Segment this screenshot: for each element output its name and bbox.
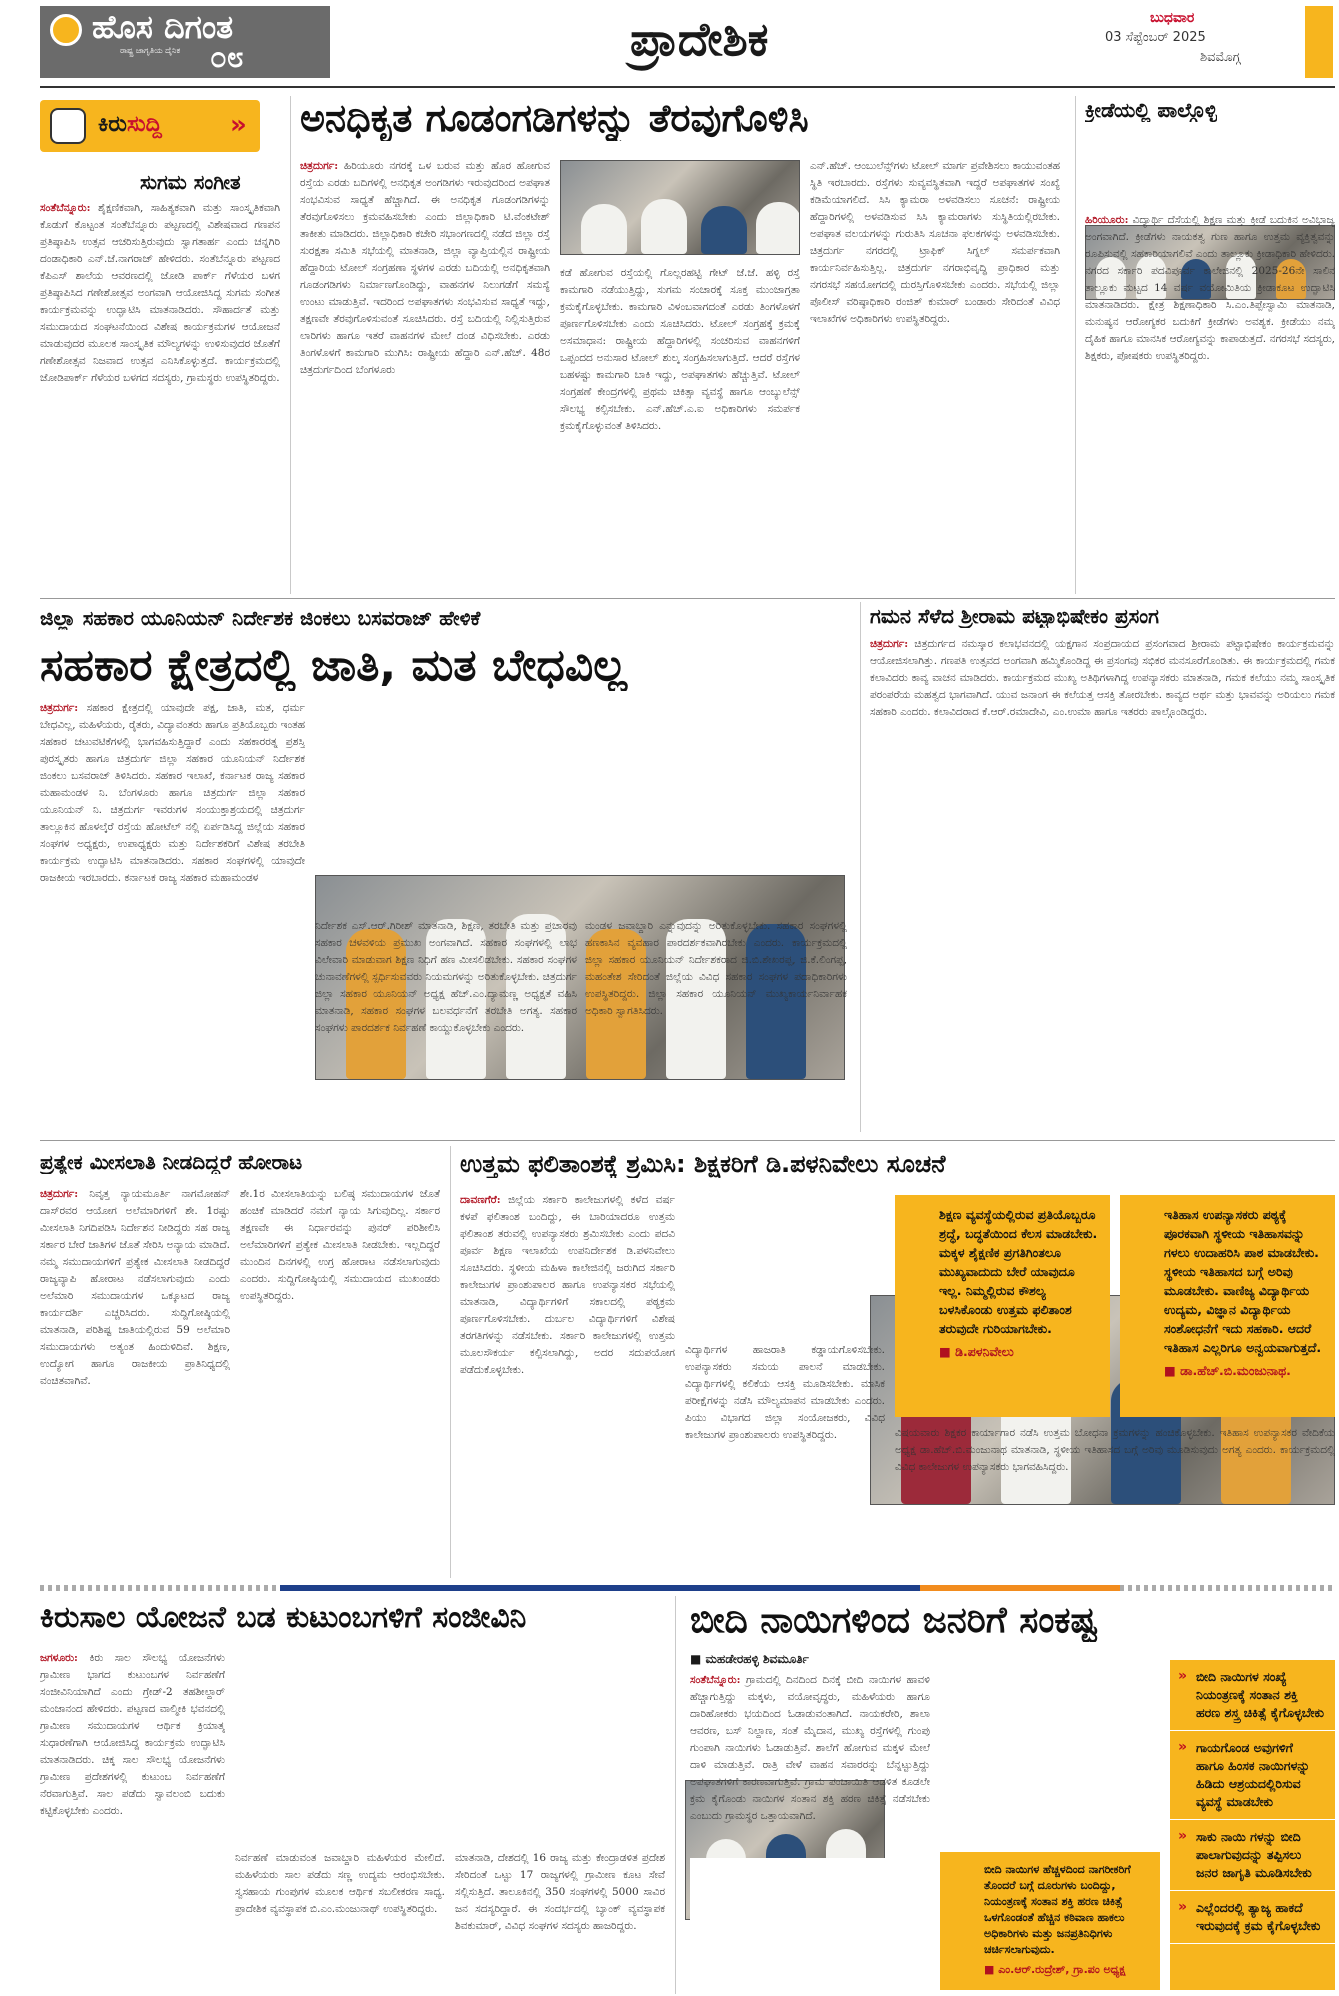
kirusuddi-text: ಶೈಕ್ಷಣಿಕವಾಗಿ, ಸಾಹಿತ್ಯಕವಾಗಿ ಮತ್ತು ಸಾಂಸ್ಕೃತಿಕವಾಗಿ ಕೊಡುಗೆ ಕೊಟ್ಟಂತ ಸಂತೆಬೆನ್ನೂರು ಪಟ್ಟಣದಲ್ಲಿ ವಿಶೇಷವಾದ ಗಣಪನ ಪ್ರತಿಷ್ಠಾಪಿಸಿ ಉತ್ಸವ ಆಚರಿಸುತ್ತಿರುವುದು ಸ್ವಾಗತಾರ್ಹ ಎಂದು ಚನ್ನಗಿರಿ ದಂಡಾಧಿಕಾರಿ ಎನ್.ಜೆ.ನಾಗರಾಜ್ ಹೇಳಿದರು. ಸಂತೆಬೆನ್ನೂರು ಪಟ್ಟಣದ ಕೆಪಿಎಸ್ ಶಾಲೆಯ ಆವರಣದಲ್ಲಿ ಜೋಡಿ ಪಾರ್ಕ್ ಗೆಳೆಯರ ಬಳಗ ಪ್ರತಿಷ್ಠಾಪಿಸಿದ ಗಣೇಶೋತ್ಸವ ಅಂಗವಾಗಿ ಆಯೋಜಿಸಿದ್ದ ಸುಗಮ ಸಂಗೀತ ಕಾರ್ಯಕ್ರಮವನ್ನು ಉದ್ಘಾಟಿಸಿ ಮಾತನಾಡಿದರು. ಸೌಹಾರ್ದತೆ ಮತ್ತು ಸಮುದಾಯದ ಸಂಘಟನೆಯಿಂದ ವಿಶೇಷ ಕಾರ್ಯಕ್ರಮಗಳ ಆಯೋಜನೆ ಮಾಡುವುದರ ಮೂಲಕ ಸಾಂಸ್ಕೃತಿಕ ಮೌಲ್ಯಗಳನ್ನು ಉಳಿಸುವುದರ ಜೊತೆಗೆ ಗಣೇಶೋತ್ಸವ ನಿಜವಾದ ಉತ್ಸವ ಎನಿಸಿಕೊಳ್ಳುತ್ತದೆ. ಕಾರ್ಯಕ್ರಮದಲ್ಲಿ ಜೋಡಿಪಾರ್ಕ್ ಗೆಳೆಯರ ಬಳಗದ ಸದಸ್ಯರು, ಗ್ರಾಮಸ್ಥರು ಉಪಸ್ಥಿತರಿದ್ದರು. [40, 202, 280, 384]
coop-headline: ಸಹಕಾರ ಕ್ಷೇತ್ರದಲ್ಲಿ ಜಾತಿ, ಮತ ಬೇಧವಿಲ್ಲ [40, 640, 627, 691]
reservation-col1-text: ನಿವೃತ್ತ ನ್ಯಾಯಮೂರ್ತಿ ನಾಗಮೋಹನ್ ದಾಸ್‌ರವರ ಆಯೋಗ ಅಲೆಮಾರಿಗಳಿಗೆ ಶೇ. 1ರಷ್ಟು ಮೀಸಲಾತಿ ನಿಗದಿಪಡಿಸಿ ನಿರ್ದೇಶನ ನೀಡಿದ್ದರು ಸಹ ರಾಜ್ಯ ಸರ್ಕಾರ ಬೇರೆ ಜಾತಿಗಳ ಜೊತೆ ಸೇರಿಸಿ ಅನ್ಯಾಯ ಮಾಡಿದೆ. ನಮ್ಮ ಸಮುದಾಯಗಳಿಗೆ ಪ್ರತ್ಯೇಕ ಮೀಸಲಾತಿ ನೀಡದಿದ್ದರೆ ರಾಜ್ಯವ್ಯಾಪಿ ಹೋರಾಟ ನಡೆಸಲಾಗುವುದು ಎಂದು ಅಲೆಮಾರಿ ಸಮುದಾಯಗಳ ಒಕ್ಕೂಟದ ರಾಜ್ಯ ಕಾರ್ಯದರ್ಶಿ ಎಚ್ಚರಿಸಿದರು. ಸುದ್ದಿಗೋಷ್ಠಿಯಲ್ಲಿ ಮಾತನಾಡಿ, ಪರಿಶಿಷ್ಟ ಜಾತಿಯಲ್ಲಿರುವ 59 ಅಲೆಮಾರಿ ಸಮುದಾಯಗಳು ಅತ್ಯಂತ ಹಿಂದುಳಿದಿವೆ. ಶಿಕ್ಷಣ, ಉದ್ಯೋಗ ಹಾಗೂ ರಾಜಕೀಯ ಪ್ರಾತಿನಿಧ್ಯದಲ್ಲಿ ವಂಚಿತವಾಗಿವೆ. [40, 1188, 230, 1387]
chevron-right-icon: » [230, 110, 247, 140]
exam-col2: ವಿದ್ಯಾರ್ಥಿಗಳ ಹಾಜರಾತಿ ಕಡ್ಡಾಯಗೊಳಿಸಬೇಕು. ಉಪನ್ಯಾಸಕರು ಸಮಯ ಪಾಲನೆ ಮಾಡಬೇಕು. ವಿದ್ಯಾರ್ಥಿಗಳಲ್ಲಿ ಕಲಿಕೆಯ ಆಸಕ್ತಿ ಮೂಡಿಸಬೇಕು. ಮಾಸಿಕ ಪರೀಕ್ಷೆಗಳನ್ನು ನಡೆಸಿ ಮೌಲ್ಯಮಾಪನ ಮಾಡಬೇಕು ಎಂದರು. ಪಿಯು ವಿಭಾಗದ ಜಿಲ್ಲಾ ಸಂಯೋಜಕರು, ವಿವಿಧ ಕಾಲೇಜುಗಳ ಪ್ರಾಂಶುಪಾಲರು ಉಪಸ್ಥಿತರಿದ್ದರು. [685, 1344, 885, 1441]
exam-dateline: ದಾವಣಗೆರೆ: [460, 1194, 501, 1206]
rama-body [870, 636, 1335, 911]
dogs-quote-by: ■ ಎಂ.ಆರ್.ರುದ್ರೇಶ್, ಗ್ರಾ.ಪಂ ಅಧ್ಯಕ್ಷ [984, 1963, 1126, 1976]
coop-dateline: ಚಿತ್ರದುರ್ಗ: [40, 702, 79, 714]
color-band-accent [280, 1585, 920, 1591]
kirusuddi-label-b: ಸುದ್ದಿ [126, 112, 162, 137]
logo-text: ಹೊಸ ದಿಗಂತ [92, 8, 234, 46]
dateline-date: 03 ಸೆಪ್ಟೆಂಬರ್ 2025 [1105, 30, 1206, 45]
dogs-body-cont [690, 1858, 930, 1990]
coop-col1 [40, 700, 305, 1132]
masthead [0, 0, 1339, 86]
kirusuddi-dateline: ಸಂತೆಬೆನ್ನೂರು: [40, 202, 91, 214]
logo-block [40, 6, 330, 78]
color-band-accent [920, 1585, 1120, 1591]
coop-kicker: ಜಿಲ್ಲಾ ಸಹಕಾರ ಯೂನಿಯನ್ ನಿರ್ದೇಶಕ ಜಿಂಕಲು ಬಸವರಾಜ್ ಹೇಳಿಕೆ [40, 606, 481, 630]
pointing-hand-icon [50, 108, 86, 144]
section-divider [40, 598, 1335, 599]
kirusuddi-badge [40, 100, 260, 152]
kirusala-col2: ನಿರ್ವಹಣೆ ಮಾಡುವಂತ ಜವಾಬ್ದಾರಿ ಮಹಿಳೆಯರ ಮೇಲಿದೆ. ಮಹಿಳೆಯರು ಸಾಲ ಪಡೆದು ಸಣ್ಣ ಉದ್ಯಮ ಆರಂಭಿಸಬೇಕು. ಸ್ವಸಹಾಯ ಗುಂಪುಗಳ ಮೂಲಕ ಆರ್ಥಿಕ ಸಬಲೀಕರಣ ಸಾಧ್ಯ. ಪ್ರಾದೇಶಿಕ ವ್ಯವಸ್ಥಾಪಕ ಬಿ.ಎಂ.ಮಂಜುನಾಥ್ ಉಪಸ್ಥಿತರಿದ್ದರು. [235, 1852, 445, 1915]
sports-headline: ಕ್ರೀಡೆಯಲ್ಲಿ ಪಾಲ್ಗೊಳ್ಳಿ [1085, 98, 1218, 122]
section-divider [40, 1140, 1335, 1141]
col-divider [860, 602, 861, 1132]
bullet-item: » ಸಾಕು ನಾಯಿ ಗಳನ್ನು ಬೀದಿ ಪಾಲಾಗುವುದನ್ನು ತಪ್ಪಿಸಲು ಜನರ ಜಾಗೃತಿ ಮೂಡಿಸಬೇಕು [1170, 1820, 1335, 1891]
dogs-quote-text: ಬೀದಿ ನಾಯಿಗಳ ಹೆಚ್ಚಳದಿಂದ ನಾಗರೀಕರಿಗೆ ತೊಂದರೆ ಬಗ್ಗೆ ದೂರುಗಳು ಬಂದಿದ್ದು, ನಿಯಂತ್ರಣಕ್ಕೆ ಸಂತಾನ ಶಕ್ತಿ ಹರಣ ಚಿಕಿತ್ಸೆ ಒಳಗೊಂಡಂತೆ ಹೆಚ್ಚಿನ ಕಠಿವಾಣ ಹಾಕಲು ಅಧಿಕಾರಿಗಳು ಮತ್ತು ಜನಪ್ರತಿನಿಧಿಗಳು ಚರ್ಚಿಸಲಾಗುವುದು. [984, 1863, 1131, 1956]
kirusuddi-body [40, 200, 280, 590]
dateline-city: ಶಿವಮೊಗ್ಗ [1200, 50, 1241, 65]
page-number: ೦೮ [210, 40, 244, 75]
logo-emblem-icon [50, 14, 82, 46]
reservation-col1 [40, 1186, 230, 1576]
reservation-col2: ಶೇ.1ರ ಮೀಸಲಾತಿಯನ್ನು ಬಲಿಷ್ಠ ಸಮುದಾಯಗಳ ಜೊತೆ ಹಂಚಿಕೆ ಮಾಡಿದರೆ ನಮಗೆ ನ್ಯಾಯ ಸಿಗುವುದಿಲ್ಲ. ಸರ್ಕಾರ ತಕ್ಷಣವೇ ಈ ನಿರ್ಧಾರವನ್ನು ಪುನರ್ ಪರಿಶೀಲಿಸಿ ಅಲೆಮಾರಿಗಳಿಗೆ ಪ್ರತ್ಯೇಕ ಮೀಸಲಾತಿ ನೀಡಬೇಕು. ಇಲ್ಲದಿದ್ದರೆ ಮುಂದಿನ ದಿನಗಳಲ್ಲಿ ಉಗ್ರ ಹೋರಾಟ ನಡೆಸಲಾಗುವುದು ಎಂದರು. ಸುದ್ದಿಗೋಷ್ಠಿಯಲ್ಲಿ ಸಮುದಾಯದ ಮುಖಂಡರು ಉಪಸ್ಥಿತರಿದ್ದರು. [240, 1188, 440, 1302]
exam-col1-text: ಜಿಲ್ಲೆಯ ಸರ್ಕಾರಿ ಕಾಲೇಜುಗಳಲ್ಲಿ ಕಳೆದ ವರ್ಷ ಕಳಪೆ ಫಲಿತಾಂಶ ಬಂದಿದ್ದು, ಈ ಬಾರಿಯಾದರೂ ಉತ್ತಮ ಫಲಿತಾಂಶ ತರುವಲ್ಲಿ ಉಪನ್ಯಾಸಕರು ಶ್ರಮಿಸಬೇಕು ಎಂದು ಪದವಿ ಪೂರ್ವ ಶಿಕ್ಷಣ ಇಲಾಖೆಯ ಉಪನಿರ್ದೇಶಕ ಡಿ.ಪಳನಿವೇಲು ಸೂಚಿಸಿದರು. ಸ್ಥಳೀಯ ಮಹಿಳಾ ಕಾಲೇಜಿನಲ್ಲಿ ಜರುಗಿದ ಸರ್ಕಾರಿ ಕಾಲೇಜುಗಳ ಪ್ರಾಂಶುಪಾಲರ ಹಾಗೂ ಉಪನ್ಯಾಸಕರ ಸಭೆಯಲ್ಲಿ ಮಾತನಾಡಿ, ವಿದ್ಯಾರ್ಥಿಗಳಿಗೆ ಸಕಾಲದಲ್ಲಿ ಪಠ್ಯಕ್ರಮ ಪೂರ್ಣಗೊಳಿಸಬೇಕು. ದುರ್ಬಲ ವಿದ್ಯಾರ್ಥಿಗಳಿಗೆ ವಿಶೇಷ ತರಗತಿಗಳನ್ನು ನಡೆಸಬೇಕು. ಸರ್ಕಾರಿ ಕಾಲೇಜುಗಳಲ್ಲಿ ಉತ್ತಮ ಮೂಲಸೌಕರ್ಯ ಕಲ್ಪಿಸಲಾಗಿದ್ದು, ಅದರ ಸದುಪಯೋಗ ಪಡೆದುಕೊಳ್ಳಬೇಕು. [460, 1194, 675, 1376]
logo-tagline: ರಾಷ್ಟ್ರ ಜಾಗೃತಿಯ ದೈನಿಕ [120, 46, 181, 55]
story1-col1-text: ಹಿರಿಯೂರು ನಗರಕ್ಕೆ ಒಳ ಬರುವ ಮತ್ತು ಹೊರ ಹೋಗುವ ರಸ್ತೆಯ ಎರಡು ಬದಿಗಳಲ್ಲಿ ಅನಧಿಕೃತ ಅಂಗಡಿಗಳು ಇರುವುದರಿಂದ ಅಪಘಾತ ಸಂಭವಿಸುವ ಸಾಧ್ಯತೆ ಹೆಚ್ಚಾಗಿದೆ. ಈ ಅನಧಿಕೃತ ಗೂಡಂಗಡಿಗಳನ್ನು ತೆರವುಗೊಳಿಸಲು ಕ್ರಮವಹಿಸಬೇಕು ಎಂದು ಜಿಲ್ಲಾಧಿಕಾರಿ ಟಿ.ವೆಂಕಟೇಶ್ ತಾಕೀತು ಮಾಡಿದರು. ಜಿಲ್ಲಾಧಿಕಾರಿ ಕಚೇರಿ ಸಭಾಂಗಣದಲ್ಲಿ ನಡೆದ ಜಿಲ್ಲಾ ರಸ್ತೆ ಸುರಕ್ಷತಾ ಸಮಿತಿ ಸಭೆಯಲ್ಲಿ ಮಾತನಾಡಿ, ಜಿಲ್ಲಾ ವ್ಯಾಪ್ತಿಯಲ್ಲಿನ ರಾಷ್ಟ್ರೀಯ ಹೆದ್ದಾರಿಯ ಟೋಲ್ ಸಂಗ್ರಹಣಾ ಸ್ಥಳಗಳ ಎರಡು ಬದಿಯಲ್ಲಿ ಅನಧಿಕೃತವಾಗಿ ಗೂಡಂಗಡಿಗಳು ನಿರ್ಮಾಣಗೊಂಡಿದ್ದು, ವಾಹನಗಳ ನಿಲುಗಡೆಗೆ ಸಮಸ್ಯೆ ಉಂಟು ಮಾಡುತ್ತಿವೆ. ಇದರಿಂದ ಅಪಘಾತಗಳು ಸಂಭವಿಸುವ ಸಾಧ್ಯತೆ ಇದ್ದು, ತಕ್ಷಣವೇ ತೆರವುಗೊಳಿಸುವಂತೆ ಸೂಚಿಸಿದರು. ರಸ್ತೆ ಬದಿಯಲ್ಲಿ ನಿಲ್ಲಿಸುತ್ತಿರುವ ಲಾರಿಗಳು ಹಾಗೂ ಇತರೆ ವಾಹನಗಳ ಮೇಲೆ ದಂಡ ವಿಧಿಸಬೇಕು. ಎರಡು ತಿಂಗಳೊಳಗೆ ಕಾಮಗಾರಿ ಮುಗಿಸಿ: ರಾಷ್ಟ್ರೀಯ ಹೆದ್ದಾರಿ ಎನ್.ಹೆಚ್. 48ರ ಚಿತ್ರದುರ್ಗದಿಂದ ಬೆಂಗಳೂರು [300, 160, 550, 376]
exam-quote2-by: ■ ಡಾ.ಹೆಚ್.ಬಿ.ಮಂಜುನಾಥ. [1164, 1363, 1291, 1378]
rama-headline: ಗಮನ ಸೆಳೆದ ಶ್ರೀರಾಮ ಪಟ್ಟಾಭಿಷೇಕಂ ಪ್ರಸಂಗ [870, 604, 1159, 628]
story1-col1 [300, 158, 550, 593]
exam-quote2-text: ಇತಿಹಾಸ ಉಪನ್ಯಾಸಕರು ಪಠ್ಯಕ್ಕೆ ಪೂರಕವಾಗಿ ಸ್ಥಳೀಯ ಇತಿಹಾಸವನ್ನು ಗಳಲು ಉದಾಹರಿಸಿ ಪಾಠ ಮಾಡಬೇಕು. ಸ್ಥಳೀಯ ಇತಿಹಾಸದ ಬಗ್ಗೆ ಅರಿವು ಮೂಡಬೇಕು. ವಾಣಿಜ್ಯ ವಿದ್ಯಾರ್ಥಿಯ ಉದ್ಯಮ, ವಿಜ್ಞಾನ ವಿದ್ಯಾರ್ಥಿಯ ಸಂಶೋಧನೆಗೆ ಇದು ಸಹಕಾರಿ. ಆದರೆ ಇತಿಹಾಸ ಎಲ್ಲರಿಗೂ ಅನ್ವಯವಾಗುತ್ತದೆ. [1164, 1207, 1322, 1355]
coop-col1-text: ಸಹಕಾರ ಕ್ಷೇತ್ರದಲ್ಲಿ ಯಾವುದೇ ಪಕ್ಷ, ಜಾತಿ, ಮತ, ಧರ್ಮ ಬೇಧವಿಲ್ಲ, ಮಹಿಳೆಯರು, ರೈತರು, ವಿದ್ಯಾವಂತರು ಹಾಗೂ ಪ್ರತಿಯೊಬ್ಬರು ಇಂತಹ ಸಹಕಾರ ಚಟುವಟಿಕೆಗಳಲ್ಲಿ ಭಾಗವಹಿಸುತ್ತಿದ್ದಾರೆ ಎಂದು ಸಹಕಾರರತ್ನ ಪ್ರಶಸ್ತಿ ಪುರಸ್ಕೃತರು ಹಾಗೂ ಚಿತ್ರದುರ್ಗ ಜಿಲ್ಲಾ ಸಹಕಾರ ಯೂನಿಯನ್ ನಿರ್ದೇಶಕ ಜಿಂಕಲು ಬಸವರಾಜ್ ತಿಳಿಸಿದರು. ಸಹಕಾರ ಇಲಾಖೆ, ಕರ್ನಾಟಕ ರಾಜ್ಯ ಸಹಕಾರ ಮಹಾಮಂಡಳ ನಿ. ಬೆಂಗಳೂರು ಹಾಗೂ ಚಿತ್ರದುರ್ಗ ಜಿಲ್ಲಾ ಸಹಕಾರ ಯೂನಿಯನ್ ನಿ. ಚಿತ್ರದುರ್ಗ ಇವರುಗಳ ಸಂಯುಕ್ತಾಶ್ರಯದಲ್ಲಿ ಚಿತ್ರದುರ್ಗ ತಾಲ್ಲೂಕಿನ ಹೊಳಲ್ಕೆರೆ ರಸ್ತೆಯ ಹೋಟೆಲ್ ನಲ್ಲಿ ಏರ್ಪಡಿಸಿದ್ದ ಜಿಲ್ಲೆಯ ಸಹಕಾರ ಸಂಘಗಳ ಅಧ್ಯಕ್ಷರು, ಉಪಾಧ್ಯಕ್ಷರು ಮತ್ತು ನಿರ್ದೇಶಕರಿಗೆ ವಿಶೇಷ ತರಬೇತಿ ಕಾರ್ಯಕ್ರಮ ಉದ್ಘಾಟಿಸಿ ಮಾತನಾಡಿದರು. ಸಹಕಾರ ಸಂಘಗಳಲ್ಲಿ ಯಾವುದೇ ರಾಜಕೀಯ ಇರಬಾರದು. ಕರ್ನಾಟಕ ರಾಜ್ಯ ಸಹಕಾರ ಮಹಾಮಂಡಳ [40, 702, 305, 884]
sports-body [1085, 212, 1335, 592]
dateline-day: ಬುಧವಾರ [1150, 10, 1195, 26]
coop-col2: ನಿರ್ದೇಶಕ ಎಸ್.ಆರ್.ಗಿರೀಶ್ ಮಾತನಾಡಿ, ಶಿಕ್ಷಣ, ತರಬೇತಿ ಮತ್ತು ಪ್ರಚಾರವು ಸಹಕಾರ ಚಳವಳಿಯ ಪ್ರಮುಖ ಅಂಗವಾಗಿದೆ. ಸಹಕಾರ ಸಂಘಗಳಲ್ಲಿ ಲಾಭ ವಿಲೇವಾರಿ ಮಾಡುವಾಗ ಶಿಕ್ಷಣ ನಿಧಿಗೆ ಹಣ ಮೀಸಲಿಡಬೇಕು. ಸಹಕಾರ ಸಂಘಗಳ ಚುನಾವಣೆಗಳಲ್ಲಿ ಸ್ಪರ್ಧಿಸುವವರು ನಿಯಮಗಳನ್ನು ಅರಿತುಕೊಳ್ಳಬೇಕು. ಚಿತ್ರದುರ್ಗ ಜಿಲ್ಲಾ ಸಹಕಾರ ಯೂನಿಯನ್ ಅಧ್ಯಕ್ಷ ಹೆಚ್.ಎಂ.ದ್ಯಾಮಣ್ಣ ಅಧ್ಯಕ್ಷತೆ ವಹಿಸಿ ಮಾತನಾಡಿ, ಸಹಕಾರ ಸಂಘಗಳ ಬಲವರ್ಧನೆಗೆ ತರಬೇತಿ ಅಗತ್ಯ. ಸಹಕಾರ ಸಂಘಗಳು ಪಾರದರ್ಶಕ ನಿರ್ವಹಣೆ ಕಾಯ್ದುಕೊಳ್ಳಬೇಕು ಎಂದರು. [315, 920, 577, 1034]
col-divider [450, 1146, 451, 1578]
dogs-headline: ಬೀದಿ ನಾಯಿಗಳಿಂದ ಜನರಿಗೆ ಸಂಕಷ್ಟ [690, 1600, 1098, 1641]
dogs-byline: ■ ಮಹಡೇರಹಳ್ಳಿ ಶಿವಮೂರ್ತಿ [690, 1652, 809, 1666]
dogs-bullets [1170, 1660, 1335, 1990]
exam-quote2 [1120, 1195, 1335, 1417]
kirusuddi-headline: ಸುಗಮ ಸಂಗೀತ [140, 170, 241, 194]
dogs-dateline: ಸಂತೆಬೆನ್ನೂರು: [690, 1674, 741, 1686]
coop-col3: ಮಂಡಳ ಜವಾಬ್ದಾರಿ ಎನ್ನುವುದನ್ನು ಅರಿತುಕೊಳ್ಳಬೇಕು. ಸಹಕಾರ ಸಂಘಗಳಲ್ಲಿ ಹಣಕಾಸಿನ ವ್ಯವಹಾರ ಪಾರದರ್ಶಕವಾಗಿರಬೇಕು ಎಂದರು. ಕಾರ್ಯಕ್ರಮದಲ್ಲಿ ಜಿಲ್ಲಾ ಸಹಕಾರ ಯೂನಿಯನ್ ನಿರ್ದೇಶಕರಾದ ಜಿ.ಬಿ.ಶೇಖರಪ್ಪ, ಜಿ.ಕೆ.ಲಿಂಗಪ್ಪ, ಮಹಂತೇಶ ಸೇರಿದಂತೆ ಜಿಲ್ಲೆಯ ವಿವಿಧ ಸಹಕಾರ ಸಂಘಗಳ ಪದಾಧಿಕಾರಿಗಳು ಉಪಸ್ಥಿತರಿದ್ದರು. ಜಿಲ್ಲಾ ಸಹಕಾರ ಯೂನಿಯನ್ ಮುಖ್ಯಕಾರ್ಯನಿರ್ವಾಹಕ ಅಧಿಕಾರಿ ಸ್ವಾಗತಿಸಿದರು. [585, 920, 847, 1017]
col-divider [290, 96, 291, 594]
dogs-body [690, 1672, 930, 1850]
rama-text: ಚಿತ್ರದುರ್ಗದ ನಮಸ್ಕಾರ ಕಲಾಭವನದಲ್ಲಿ ಯಕ್ಷಗಾನ ಸಂಪ್ರದಾಯದ ಪ್ರಸಂಗವಾದ ಶ್ರೀರಾಮ ಪಟ್ಟಾಭಿಷೇಕಂ ಕಾರ್ಯಕ್ರಮವನ್ನು ಆಯೋಜಿಸಲಾಗಿತ್ತು. ಗಣಪತಿ ಉತ್ಸವದ ಅಂಗವಾಗಿ ಹಮ್ಮಿಕೊಂಡಿದ್ದ ಈ ಪ್ರಸಂಗವು ಸಭಿಕರ ಮನಸೂರೆಗೊಂಡಿತು. ಈ ಕಾರ್ಯಕ್ರಮದಲ್ಲಿ ಗಮಕ ಕಲಾವಿದರು ಕಾವ್ಯ ವಾಚನ ಮಾಡಿದರು. ಕಾರ್ಯಕ್ರಮದ ಮುಖ್ಯ ಅತಿಥಿಗಳಾಗಿದ್ದ ಉಪನ್ಯಾಸಕರು ಮಾತನಾಡಿ, ಗಮಕ ಕಲೆಯು ನಮ್ಮ ಸಾಂಸ್ಕೃತಿಕ ಪರಂಪರೆಯ ಮಹತ್ವದ ಭಾಗವಾಗಿದೆ. ಯುವ ಜನಾಂಗ ಈ ಕಲೆಯತ್ತ ಆಸಕ್ತಿ ತೋರಬೇಕು. ಕಾವ್ಯದ ಅರ್ಥ ಮತ್ತು ಭಾವವನ್ನು ಅರಿಯಲು ಗಮಕ ಸಹಕಾರಿ ಎಂದರು. ಕಲಾವಿದರಾದ ಕೆ.ಆರ್.ರಮಾದೇವಿ, ಎಂ.ಉಮಾ ಹಾಗೂ ಇತರರು ಪಾಲ್ಗೊಂಡಿದ್ದರು. [870, 638, 1335, 718]
reservation-dateline: ಚಿತ್ರದುರ್ಗ: [40, 1188, 79, 1200]
story1-col2: ಕಡೆ ಹೋಗುವ ರಸ್ತೆಯಲ್ಲಿ ಗೊಲ್ಲರಹಟ್ಟಿ ಗೇಟ್ ಜೆ.ಜೆ. ಹಳ್ಳಿ ರಸ್ತೆ ಕಾಮಗಾರಿ ನಡೆಯುತ್ತಿದ್ದು, ಸುಗಮ ಸಂಚಾರಕ್ಕೆ ಸೂಕ್ತ ಮುಂಜಾಗ್ರತಾ ಕ್ರಮಕೈಗೊಳ್ಳಬೇಕು. ಕಾಮಗಾರಿ ವಿಳಂಬವಾಗದಂತೆ ಎರಡು ತಿಂಗಳೊಳಗೆ ಪೂರ್ಣಗೊಳಿಸಬೇಕು ಎಂದು ಸೂಚಿಸಿದರು. ಟೋಲ್ ಸಂಗ್ರಹಕ್ಕೆ ಕ್ರಮಕ್ಕೆ ಅಸಮಾಧಾನ: ರಾಷ್ಟ್ರೀಯ ಹೆದ್ದಾರಿಗಳಲ್ಲಿ ಸಂಚರಿಸುವ ವಾಹನಗಳಿಗೆ ಒಪ್ಪಂದದ ಅನುಸಾರ ಟೋಲ್ ಶುಲ್ಕ ಸಂಗ್ರಹಿಸಲಾಗುತ್ತಿದೆ. ಆದರೆ ರಸ್ತೆಗಳ ಬಹಳಷ್ಟು ಕಾಮಗಾರಿ ಬಾಕಿ ಇದ್ದು, ಅಪಘಾತಗಳು ಹೆಚ್ಚುತ್ತಿವೆ. ಟೋಲ್ ಸಂಗ್ರಹಣೆ ಕೇಂದ್ರಗಳಲ್ಲಿ ಪ್ರಥಮ ಚಿಕಿತ್ಸಾ ವ್ಯವಸ್ಥೆ ಹಾಗೂ ಆಂಬ್ಯುಲೆನ್ಸ್ ಸೌಲಭ್ಯ ಕಲ್ಪಿಸಬೇಕು. ಎನ್.ಹೆಚ್.ಎ.ಐ ಅಧಿಕಾರಿಗಳು ಸಮರ್ಪಕ ಕ್ರಮಕೈಗೊಳ್ಳುವಂತೆ ತಿಳಿಸಿದರು. [560, 267, 800, 432]
sports-dateline: ಹಿರಿಯೂರು: [1085, 214, 1129, 226]
exam-headline: ಉತ್ತಮ ಫಲಿತಾಂಶಕ್ಕೆ ಶ್ರಮಿಸಿ: ಶಿಕ್ಷಕರಿಗೆ ಡಿ.ಪಳನಿವೇಲು ಸೂಚನೆ [460, 1150, 946, 1178]
bullet-item: » ಗಾಯಗೊಂಡ ಅವುಗಳಿಗೆ ಹಾಗೂ ಹಿಂಸಕ ನಾಯಿಗಳನ್ನು ಹಿಡಿದು ಆಶ್ರಯದಲ್ಲಿರಿಸುವ ವ್ಯವಸ್ಥೆ ಮಾಡಬೇಕು [1170, 1731, 1335, 1820]
dogs-text: ಗ್ರಾಮದಲ್ಲಿ ದಿನದಿಂದ ದಿನಕ್ಕೆ ಬೀದಿ ನಾಯಿಗಳ ಹಾವಳಿ ಹೆಚ್ಚಾಗುತ್ತಿದ್ದು ಮಕ್ಕಳು, ವಯೋವೃದ್ಧರು, ಮಹಿಳೆಯರು ಹಾಗೂ ದಾರಿಹೋಕರು ಭಯದಿಂದ ಓಡಾಡುವಂತಾಗಿದೆ. ನಾಯಕರೇರಿ, ಶಾಲಾ ಆವರಣ, ಬಸ್ ನಿಲ್ದಾಣ, ಸಂತೆ ಮೈದಾನ, ಮುಖ್ಯ ರಸ್ತೆಗಳಲ್ಲಿ ಗುಂಪು ಗುಂಪಾಗಿ ನಾಯಿಗಳು ಓಡಾಡುತ್ತಿವೆ. ಶಾಲೆಗೆ ಹೋಗುವ ಮಕ್ಕಳ ಮೇಲೆ ದಾಳಿ ಮಾಡುತ್ತಿವೆ. ರಾತ್ರಿ ವೇಳೆ ವಾಹನ ಸವಾರರನ್ನು ಬೆನ್ನಟ್ಟುತ್ತಿದ್ದು ಅಪಘಾತಗಳಿಗೆ ಕಾರಣವಾಗುತ್ತಿವೆ. ಗ್ರಾಮ ಪಂಚಾಯಿತಿ ಆಡಳಿತ ಕೂಡಲೇ ಕ್ರಮ ಕೈಗೊಂಡು ನಾಯಿಗಳ ಸಂತಾನ ಶಕ್ತಿ ಹರಣ ಚಿಕಿತ್ಸೆ ನಡೆಸಬೇಕು ಎಂಬುದು ಗ್ರಾಮಸ್ಥರ ಒತ್ತಾಯವಾಗಿದೆ. [690, 1674, 930, 1822]
kirusala-dateline: ಜಗಳೂರು: [40, 1652, 78, 1664]
kirusala-headline: ಕಿರುಸಾಲ ಯೋಜನೆ ಬಡ ಕುಟುಂಬಗಳಿಗೆ ಸಂಜೀವಿನಿ [40, 1600, 527, 1635]
exam-quote1-text: ಶಿಕ್ಷಣ ವ್ಯವಸ್ಥೆಯಲ್ಲಿರುವ ಪ್ರತಿಯೊಬ್ಬರೂ ಶ್ರದ್ಧೆ, ಬದ್ಧತೆಯಿಂದ ಕೆಲಸ ಮಾಡಬೇಕು. ಮಕ್ಕಳ ಶೈಕ್ಷಣಿಕ ಪ್ರಗತಿಗಿಂತಲೂ ಮುಖ್ಯವಾದುದು ಬೇರೆ ಯಾವುದೂ ಇಲ್ಲ. ನಿಮ್ಮಲ್ಲಿರುವ ಕೌಶಲ್ಯ ಬಳಸಿಕೊಂಡು ಉತ್ತಮ ಫಲಿತಾಂಶ ತರುವುದೇ ಗುರಿಯಾಗಬೇಕು. [939, 1207, 1098, 1336]
bullet-item: » ಎಲ್ಲೆಂದರಲ್ಲಿ ತ್ಯಾಜ್ಯ ಹಾಕದೆ ಇರುವುದಕ್ಕೆ ಕ್ರಮ ಕೈಗೊಳ್ಳಬೇಕು [1170, 1891, 1335, 1944]
kirusala-col1-text: ಕಿರು ಸಾಲ ಸೌಲಭ್ಯ ಯೋಜನೆಗಳು ಗ್ರಾಮೀಣ ಭಾಗದ ಕುಟುಂಬಗಳ ನಿರ್ವಹಣೆಗೆ ಸಂಜೀವಿನಿಯಾಗಿದೆ ಎಂದು ಗ್ರೇಡ್-2 ತಹಶೀಲ್ದಾರ್ ಮಂಜಾನಂದ ಹೇಳಿದರು. ಪಟ್ಟಣದ ವಾಲ್ಮೀಕಿ ಭವನದಲ್ಲಿ ಗ್ರಾಮೀಣ ಸಮುದಾಯಗಳ ಆರ್ಥಿಕ ಕ್ರಿಯಾತ್ಮ ಸುಧಾರಣೆಗಾಗಿ ಆಯೋಜಿಸಿದ್ದ ಕಾರ್ಯಕ್ರಮ ಉದ್ಘಾಟಿಸಿ ಮಾತನಾಡಿದರು. ಚಿಕ್ಕ ಸಾಲ ಸೌಲಭ್ಯ ಯೋಜನೆಗಳು ಗ್ರಾಮೀಣ ಪ್ರದೇಶಗಳಲ್ಲಿ ಕುಟುಂಬ ನಿರ್ವಹಣೆಗೆ ನೆರವಾಗುತ್ತಿವೆ. ಸಾಲ ಪಡೆದು ಸ್ವಾವಲಂಬಿ ಬದುಕು ಕಟ್ಟಿಕೊಳ್ಳಬೇಕು ಎಂದರು. [40, 1652, 225, 1817]
story1-col3: ಎನ್.ಹೆಚ್. ಆಂಬುಲೆನ್ಸ್‌ಗಳು ಟೋಲ್ ಮಾರ್ಗ ಪ್ರವೇಶಿಸಲು ಕಾಯುವಂತಹ ಸ್ಥಿತಿ ಇರಬಾರದು. ರಸ್ತೆಗಳು ಸುವ್ಯವಸ್ಥಿತವಾಗಿ ಇದ್ದರೆ ಅಪಘಾತಗಳ ಸಂಖ್ಯೆ ಕಡಿಮೆಯಾಗಲಿದೆ. ಸಿಸಿ ಕ್ಯಾಮರಾ ಅಳವಡಿಸಲು ಸೂಚನೆ: ರಾಷ್ಟ್ರೀಯ ಹೆದ್ದಾರಿಗಳಲ್ಲಿ ಅಳವಡಿಸುವ ಸಿಸಿ ಕ್ಯಾಮರಾಗಳು ಸುಸ್ಥಿತಿಯಲ್ಲಿರಬೇಕು. ಅಪಘಾತ ವಲಯಗಳನ್ನು ಗುರುತಿಸಿ ಸೂಚನಾ ಫಲಕಗಳನ್ನು ಅಳವಡಿಸಬೇಕು. ಚಿತ್ರದುರ್ಗ ನಗರದಲ್ಲಿ ಟ್ರಾಫಿಕ್ ಸಿಗ್ನಲ್ ಸಮರ್ಪಕವಾಗಿ ಕಾರ್ಯನಿರ್ವಹಿಸುತ್ತಿಲ್ಲ. ಚಿತ್ರದುರ್ಗ ನಗರಾಭಿವೃದ್ಧಿ ಪ್ರಾಧಿಕಾರ ಮತ್ತು ನಗರಸಭೆ ಸಹಯೋಗದಲ್ಲಿ ದುರಸ್ತಿಗೊಳಿಸಬೇಕು ಎಂದರು. ಸಭೆಯಲ್ಲಿ ಜಿಲ್ಲಾ ಪೊಲೀಸ್ ವರಿಷ್ಠಾಧಿಕಾರಿ ರಂಜಿತ್ ಕುಮಾರ್ ಬಂಡಾರು ಸೇರಿದಂತೆ ವಿವಿಧ ಇಲಾಖೆಗಳ ಅಧಿಕಾರಿಗಳು ಉಪಸ್ಥಿತರಿದ್ದರು. [810, 160, 1060, 325]
sports-text: ವಿದ್ಯಾರ್ಥಿ ದೆಸೆಯಲ್ಲಿ ಶಿಕ್ಷಣ ಮತ್ತು ಕ್ರೀಡೆ ಬದುಕಿನ ಅವಿಭಾಜ್ಯ ಅಂಗವಾಗಿದೆ. ಕ್ರೀಡೆಗಳು ನಾಯಕತ್ವ ಗುಣ ಹಾಗೂ ಉತ್ತಮ ವ್ಯಕ್ತಿತ್ವವನ್ನು ರೂಪಿಸುವಲ್ಲಿ ಸಹಕಾರಿಯಾಗಲಿವೆ ಎಂದು ತಾಲ್ಲೂಕು ಕ್ರೀಡಾಧಿಕಾರಿ ಹೇಳಿದರು. ನಗರದ ಸರ್ಕಾರಿ ಪದವಿಪೂರ್ವ ಕಾಲೇಜಿನಲ್ಲಿ 2025-26ನೇ ಸಾಲಿನ ತಾಲ್ಲೂಕು ಮಟ್ಟದ 14 ವರ್ಷ ವಯೋಮಿತಿಯ ಕ್ರೀಡಾಕೂಟ ಉದ್ಘಾಟಿಸಿ ಮಾತನಾಡಿದರು. ಕ್ಷೇತ್ರ ಶಿಕ್ಷಣಾಧಿಕಾರಿ ಸಿ.ಎಂ.ತಿಪ್ಪೇಸ್ವಾಮಿ ಮಾತನಾಡಿ, ಮನುಷ್ಯನ ಆರೋಗ್ಯಕರ ಬದುಕಿಗೆ ಕ್ರೀಡೆಗಳು ಅವಶ್ಯಕ. ಕ್ರೀಡೆಯು ನಮ್ಮ ದೈಹಿಕ ಹಾಗೂ ಮಾನಸಿಕ ಆರೋಗ್ಯವನ್ನು ಕಾಪಾಡುತ್ತದೆ. ನಗರಸಭೆ ಸದಸ್ಯರು, ಶಿಕ್ಷಕರು, ಪೋಷಕರು ಉಪಸ್ಥಿತರಿದ್ದರು. [1085, 214, 1335, 362]
exam-quote1-by: ■ ಡಿ.ಪಳನಿವೇಲು [939, 1344, 1014, 1359]
exam-quote1 [895, 1195, 1110, 1417]
bullet-item: » ಬೀದಿ ನಾಯಿಗಳ ಸಂಖ್ಯೆ ನಿಯಂತ್ರಣಕ್ಕೆ ಸಂತಾನ ಶಕ್ತಿ ಹರಣ ಶಸ್ತ್ರ ಚಿಕಿತ್ಸೆ ಕೈಗೊಳ್ಳಬೇಕು [1170, 1660, 1335, 1731]
kirusuddi-label-a: ಕಿರು [98, 112, 127, 137]
col-divider [675, 1596, 676, 1994]
kirusala-col3: ಮಾತನಾಡಿ, ದೇಶದಲ್ಲಿ 16 ರಾಜ್ಯ ಮತ್ತು ಕೇಂದ್ರಾಡಳಿತ ಪ್ರದೇಶ ಸೇರಿದಂತೆ ಒಟ್ಟು 17 ರಾಜ್ಯಗಳಲ್ಲಿ ಗ್ರಾಮೀಣ ಕೂಟ ಸೇವೆ ಸಲ್ಲಿಸುತ್ತಿದೆ. ತಾಲೂಕಿನಲ್ಲಿ 350 ಸಂಘಗಳಲ್ಲಿ 5000 ಸಾವಿರ ಜನ ಸದಸ್ಯರಿದ್ದಾರೆ. ಈ ಸಂದರ್ಭದಲ್ಲಿ ಬ್ಯಾಂಕ್ ವ್ಯವಸ್ಥಾಪಕ ಶಿವಕುಮಾರ್, ವಿವಿಧ ಸಂಘಗಳ ಸದಸ್ಯರು ಹಾಜರಿದ್ದರು. [455, 1852, 665, 1932]
rama-dateline: ಚಿತ್ರದುರ್ಗ: [870, 638, 909, 650]
dogs-quote [940, 1852, 1160, 1990]
exam-col1 [460, 1192, 675, 1578]
reservation-headline: ಪ್ರತ್ಯೇಕ ಮೀಸಲಾತಿ ನೀಡದಿದ್ದರೆ ಹೋರಾಟ [40, 1150, 303, 1174]
page-title: ಪ್ರಾದೇಶಿಕ [630, 12, 769, 66]
story1-dateline: ಚಿತ್ರದುರ್ಗ: [300, 160, 339, 172]
corner-tab [1305, 6, 1333, 78]
story1-photo [560, 160, 800, 255]
masthead-divider [40, 86, 1335, 88]
exam-col3: ವಿಷಯವಾರು ಶಿಕ್ಷಕರ ಕಾರ್ಯಾಗಾರ ನಡೆಸಿ ಉತ್ತಮ ಬೋಧನಾ ಕ್ರಮಗಳನ್ನು ಹಂಚಿಕೊಳ್ಳಬೇಕು. ಇತಿಹಾಸ ಉಪನ್ಯಾಸಕರ ವೇದಿಕೆಯ ಅಧ್ಯಕ್ಷ ಡಾ.ಹೆಚ್.ಬಿ.ಮಂಜುನಾಥ ಮಾತನಾಡಿ, ಸ್ಥಳೀಯ ಇತಿಹಾಸದ ಬಗ್ಗೆ ಅರಿವು ಮೂಡಿಸುವುದು ಅಗತ್ಯ ಎಂದರು. ಕಾರ್ಯಕ್ರಮದಲ್ಲಿ ವಿವಿಧ ಕಾಲೇಜುಗಳ ಉಪನ್ಯಾಸಕರು ಭಾಗವಹಿಸಿದ್ದರು. [895, 1427, 1335, 1473]
story1-headline: ಅನಧಿಕೃತ ಗೂಡಂಗಡಿಗಳನ್ನು ತೆರವುಗೊಳಿಸಿ [300, 96, 809, 140]
col-divider [1075, 96, 1076, 594]
kirusala-col1 [40, 1650, 225, 1990]
